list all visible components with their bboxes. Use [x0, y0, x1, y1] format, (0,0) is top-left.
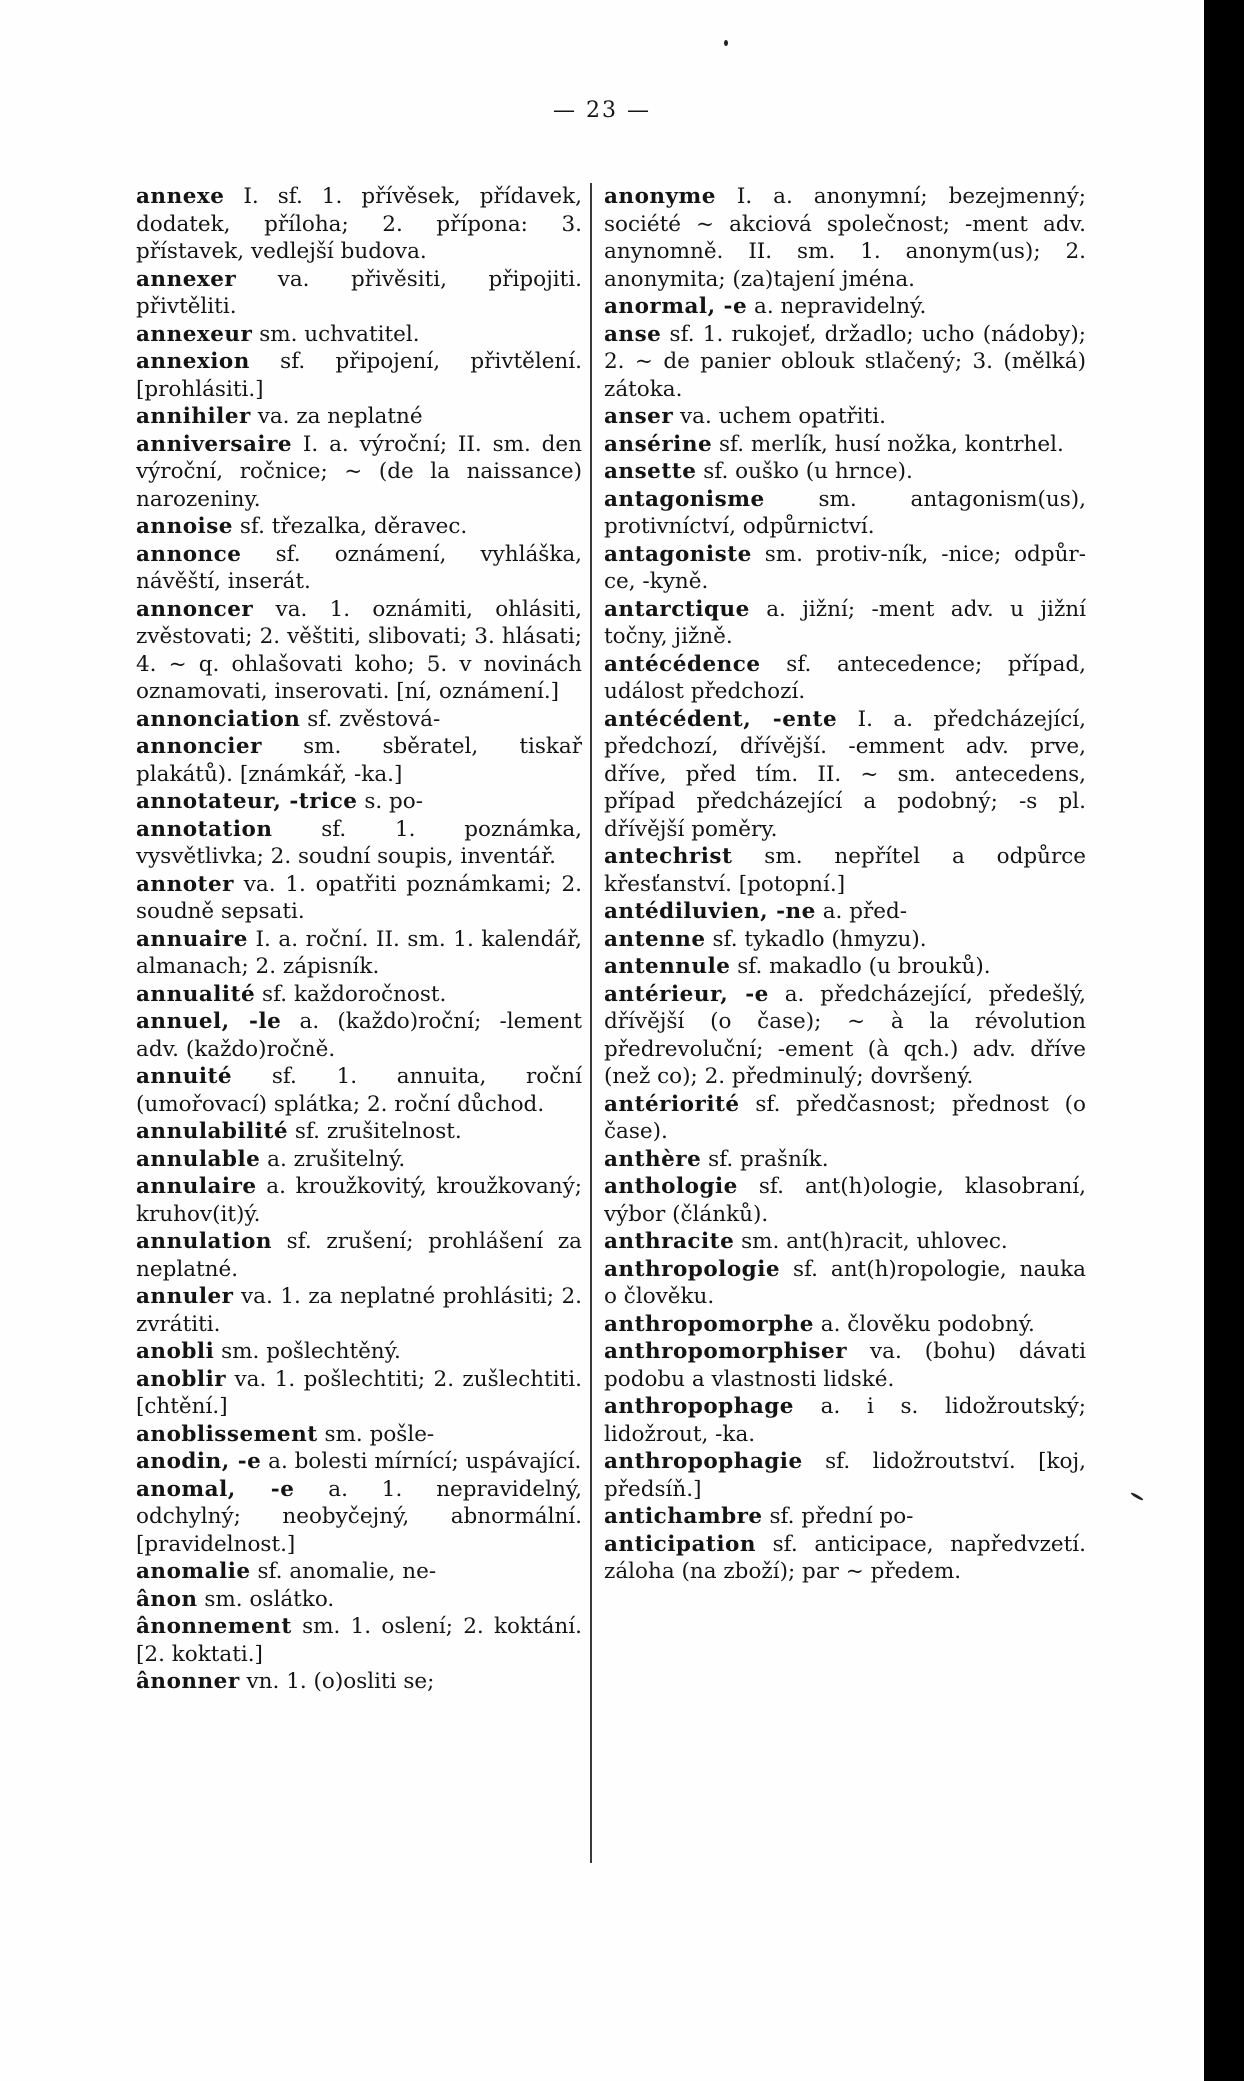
entry-definition: va. uchem opatřiti.: [680, 404, 887, 429]
entry-definition: a. zrušitelný.: [267, 1146, 406, 1172]
entry-definition: sm. pošlechtěný.: [221, 1339, 401, 1364]
entry-definition: sf. třezalka, děravec.: [239, 514, 468, 539]
entry-headword: antériorité: [604, 1091, 740, 1117]
entry-definition: sf. ant(h)ropologie, nauka o člověku.: [604, 1256, 1086, 1309]
entry-definition: sf. makadlo (u brouků).: [737, 954, 991, 979]
dictionary-entry: [136, 926, 582, 981]
dictionary-entry: [136, 266, 582, 321]
dictionary-entry: [604, 1503, 1086, 1531]
entry-headword: anthropophage: [604, 1394, 794, 1419]
entry-definition: va. (bohu) dávati podobu a vlastnosti lidské.: [604, 1339, 1086, 1392]
entry-headword: annulaire: [136, 1174, 257, 1199]
entry-definition: sm. protiv-ník, -nice; odpůr-ce, -kyně.: [604, 541, 1086, 594]
dictionary-entry: [604, 183, 1086, 293]
entry-headword: annexeur: [136, 321, 253, 347]
entry-headword: anonyme: [604, 184, 716, 209]
entry-headword: anticipation: [604, 1531, 756, 1557]
entry-headword: antenne: [604, 926, 706, 952]
entry-definition: va. 1. opatřiti poznámkami; 2. soudně sepsati.: [136, 871, 582, 924]
entry-definition: sf. přední po-: [769, 1504, 914, 1529]
entry-headword: anthère: [604, 1146, 702, 1172]
dictionary-entry: [604, 1531, 1086, 1586]
entry-definition: a. kroužkovitý, kroužkovaný; kruhov(it)ý.: [136, 1174, 582, 1227]
entry-headword: anoblissement: [136, 1421, 318, 1447]
entry-definition: a. předcházející, předešlý, dřívější (o čase); ~ à la révolution předrevoluční; -ement (à qch.) adv. dříve (než co); 2. předminulý; dovršený.: [604, 981, 1086, 1089]
entry-definition: sf. 1. poznámka, vysvětlivka; 2. soudní soupis, inventář.: [136, 816, 582, 869]
entry-headword: anse: [604, 321, 662, 347]
entry-headword: annoncier: [136, 734, 262, 759]
entry-headword: anthropologie: [604, 1256, 781, 1282]
entry-definition: sf. zrušitelnost.: [294, 1119, 462, 1144]
entry-definition: vn. 1. (o)osliti se;: [246, 1669, 435, 1694]
entry-definition: sm. uchvatitel.: [259, 321, 420, 347]
dictionary-entry: [136, 1421, 582, 1449]
entry-headword: anormal, -e: [604, 294, 748, 319]
dictionary-entry: [604, 1448, 1086, 1503]
dictionary-entry: [136, 816, 582, 871]
dictionary-entry: [136, 981, 582, 1009]
left-column: [136, 183, 582, 1696]
dictionary-entry: [604, 1146, 1086, 1174]
dictionary-entry: [136, 733, 582, 788]
dictionary-entry: [604, 1091, 1086, 1146]
entry-definition: a. nepravidelný.: [754, 294, 927, 319]
dictionary-entry: [136, 1366, 582, 1421]
entry-definition: sm. oslátko.: [204, 1586, 335, 1612]
dictionary-entry: [136, 706, 582, 734]
entry-definition: I. a. výroční; II. sm. den výroční, ročnice; ~ (de la naissance) narozeniny.: [136, 431, 582, 512]
entry-definition: sm. ant(h)racit, uhlovec.: [741, 1229, 1008, 1254]
entry-headword: annonciation: [136, 706, 301, 732]
dictionary-entry: [136, 1173, 582, 1228]
entry-headword: annonce: [136, 541, 242, 567]
dictionary-entry: [604, 403, 1086, 431]
entry-definition: sf. předčasnost; přednost (o čase).: [604, 1091, 1086, 1144]
dictionary-entry: [136, 403, 582, 431]
entry-headword: ânon: [136, 1586, 198, 1612]
dictionary-entry: [136, 596, 582, 706]
entry-headword: annuité: [136, 1064, 233, 1089]
entry-definition: sf. oznámení, vyhláška, návěští, inserát.: [136, 541, 582, 594]
entry-definition: sf. anomalie, ne-: [257, 1559, 437, 1584]
entry-headword: ânonnement: [136, 1614, 292, 1639]
entry-definition: va. 1. za neplatné prohlásiti; 2. zvrátiti.: [136, 1284, 582, 1337]
dictionary-entry: [604, 1311, 1086, 1339]
dictionary-entry: [604, 1338, 1086, 1393]
dictionary-entry: [604, 1228, 1086, 1256]
dictionary-entry: [604, 953, 1086, 981]
entry-definition: I. a. anonymní; bezejmenný; société ~ akciová společnost; -ment adv. anynomně. II. sm. 1. anonym(us); 2. anonymita; (za)tajení jména.: [604, 184, 1086, 292]
entry-definition: sf. 1. annuita, roční (umořovací) splátka; 2. roční důchod.: [136, 1064, 582, 1117]
dictionary-entry: [136, 1668, 582, 1696]
dictionary-entry: [604, 651, 1086, 706]
dictionary-entry: [136, 321, 582, 349]
entry-definition: va. přivěsiti, připojiti. přivtěliti.: [136, 266, 582, 319]
dictionary-entry: [604, 541, 1086, 596]
dictionary-entry: [136, 1008, 582, 1063]
entry-headword: annihiler: [136, 404, 251, 429]
dictionary-entry: [136, 1448, 582, 1476]
entry-definition: sf. lidožroutství. [koj, předsíň.]: [604, 1449, 1086, 1502]
dictionary-entry: [604, 486, 1086, 541]
entry-headword: antagonisme: [604, 486, 765, 512]
entry-definition: I. sf. 1. přívěsek, přídavek, dodatek, příloha; 2. přípona: 3. přístavek, vedlejší budova.: [136, 184, 582, 264]
entry-definition: I. a. roční. II. sm. 1. kalendář, almanach; 2. zápisník.: [136, 926, 582, 979]
entry-definition: a. jižní; -ment adv. u jižní točny, jižně.: [604, 596, 1086, 649]
entry-headword: anthropomorphiser: [604, 1339, 848, 1364]
entry-definition: a. 1. nepravidelný, odchylný; neobyčejný, abnormální. [pravidelnost.]: [136, 1476, 582, 1557]
dictionary-entry: [136, 1476, 582, 1559]
dictionary-entry: [136, 431, 582, 514]
entry-headword: anomal, -e: [136, 1476, 295, 1502]
dictionary-entry: [136, 1586, 582, 1614]
entry-headword: annexe: [136, 184, 225, 209]
entry-definition: I. a. předcházející, předchozí, dřívější. -emment adv. prve, dříve, před tím. II. ~ sm. antecedens, případ předcházející a podobný; -s pl. dřívější poměry.: [604, 706, 1086, 842]
entry-definition: sf. tykadlo (hmyzu).: [712, 926, 927, 952]
entry-headword: annulation: [136, 1229, 272, 1254]
dictionary-entry: [136, 1118, 582, 1146]
entry-definition: sm. antagonism(us), protivníctví, odpůrnictví.: [604, 486, 1086, 539]
entry-definition: sf. anticipace, napředvzetí. záloha (na zboží); par ~ předem.: [604, 1531, 1086, 1584]
entry-headword: antérieur, -e: [604, 981, 769, 1007]
entry-headword: antechrist: [604, 844, 733, 869]
entry-definition: s. po-: [364, 789, 424, 814]
entry-headword: antécédence: [604, 651, 761, 677]
entry-definition: sf. zrušení; prohlášení za neplatné.: [136, 1229, 582, 1282]
entry-headword: anthropophagie: [604, 1449, 803, 1474]
dictionary-entry: [604, 706, 1086, 844]
dictionary-entry: [136, 788, 582, 816]
entry-headword: annexion: [136, 349, 250, 374]
entry-definition: va. 1. oznámiti, ohlásiti, zvěstovati; 2. věštiti, slibovati; 3. hlásati; 4. ~ q. ohlašovati koho; 5. v novinách oznamovati, inserovati. [ní, oznámení.]: [136, 596, 582, 704]
entry-definition: va. 1. pošlechtiti; 2. zušlechtiti. [chtění.]: [136, 1366, 582, 1419]
entry-definition: sf. zvěstová-: [307, 706, 441, 732]
entry-headword: ansérine: [604, 431, 713, 457]
dust-speck: [724, 40, 728, 46]
entry-definition: a. i s. lidožroutský; lidožrout, -ka.: [604, 1394, 1086, 1447]
entry-headword: annotateur, -trice: [136, 789, 358, 814]
entry-definition: sf. 1. rukojeť, držadlo; ucho (nádoby); 2. ~ de panier oblouk stlačený; 3. (mělká) zátoka.: [604, 321, 1086, 402]
entry-definition: sf. prašník.: [708, 1146, 829, 1172]
entry-headword: ânonner: [136, 1669, 240, 1694]
entry-definition: sf. každoročnost.: [262, 981, 447, 1007]
entry-definition: va. za neplatné: [257, 404, 423, 429]
right-column: [604, 183, 1086, 1586]
dictionary-entry: [604, 981, 1086, 1091]
entry-definition: sf. ouško (u hrnce).: [703, 459, 913, 484]
entry-definition: sm. 1. oslení; 2. koktání. [2. koktati.]: [136, 1614, 582, 1667]
dictionary-entry: [604, 596, 1086, 651]
entry-headword: annuler: [136, 1284, 234, 1309]
entry-headword: antichambre: [604, 1504, 763, 1529]
entry-definition: sf. připojení, přivtělení. [prohlásiti.]: [136, 349, 582, 402]
entry-headword: anomalie: [136, 1559, 251, 1584]
column-divider: [590, 183, 592, 1863]
entry-definition: sm. sběratel, tiskař plakátů). [známkář, -ka.]: [136, 734, 582, 787]
entry-headword: annoncer: [136, 596, 254, 622]
entry-headword: anthracite: [604, 1229, 735, 1254]
dictionary-entry: [604, 293, 1086, 321]
dictionary-entry: [136, 1228, 582, 1283]
dictionary-entry: [136, 1613, 582, 1668]
dictionary-entry: [604, 1173, 1086, 1228]
entry-headword: annualité: [136, 981, 256, 1007]
entry-definition: sf. antecedence; případ, událost předchozí.: [604, 651, 1086, 704]
dictionary-entry: [604, 843, 1086, 898]
dictionary-entry: [136, 348, 582, 403]
entry-headword: anthropomorphe: [604, 1311, 814, 1337]
entry-headword: annotation: [136, 816, 273, 842]
entry-headword: annuel, -le: [136, 1009, 282, 1034]
dictionary-entry: [136, 513, 582, 541]
entry-definition: a. člověku podobný.: [820, 1311, 1035, 1337]
entry-headword: annexer: [136, 266, 237, 292]
dictionary-entry: [136, 1283, 582, 1338]
entry-headword: anthologie: [604, 1174, 738, 1199]
entry-definition: sm. pošle-: [324, 1421, 435, 1447]
entry-definition: a. bolesti mírnící; uspávající.: [268, 1449, 582, 1474]
entry-headword: annulable: [136, 1146, 261, 1172]
dictionary-entry: [604, 898, 1086, 926]
entry-headword: anniversaire: [136, 431, 293, 457]
entry-headword: anser: [604, 404, 674, 429]
entry-headword: annoise: [136, 514, 233, 539]
entry-headword: annuaire: [136, 926, 248, 952]
entry-headword: anobli: [136, 1339, 215, 1364]
entry-headword: anodin, -e: [136, 1449, 262, 1474]
entry-headword: annulabilité: [136, 1119, 289, 1144]
entry-definition: a. před-: [822, 899, 907, 924]
dictionary-entry: [136, 871, 582, 926]
entry-headword: ansette: [604, 459, 697, 484]
page-number: — 23 —: [553, 98, 651, 123]
entry-definition: sf. ant(h)ologie, klasobraní, výbor (článků).: [604, 1174, 1086, 1227]
entry-headword: antédiluvien, -ne: [604, 899, 816, 924]
dictionary-entry: [136, 1146, 582, 1174]
dictionary-entry: [604, 1393, 1086, 1448]
entry-headword: antarctique: [604, 596, 750, 622]
dictionary-entry: [604, 458, 1086, 486]
entry-headword: annoter: [136, 871, 234, 897]
dictionary-entry: [604, 321, 1086, 404]
entry-headword: anoblir: [136, 1366, 227, 1392]
entry-definition: sf. merlík, husí nožka, kontrhel.: [719, 431, 1064, 457]
entry-headword: antagoniste: [604, 541, 752, 567]
dictionary-entry: [136, 1063, 582, 1118]
entry-definition: a. (každo)roční; -lement adv. (každo)ročně.: [136, 1009, 582, 1062]
dictionary-entry: [136, 1558, 582, 1586]
dictionary-entry: [604, 1256, 1086, 1311]
dictionary-entry: [604, 926, 1086, 954]
dictionary-entry: [136, 541, 582, 596]
entry-definition: sm. nepřítel a odpůrce křesťanství. [potopní.]: [604, 844, 1086, 897]
dictionary-entry: [136, 1338, 582, 1366]
dust-speck: [1130, 1492, 1144, 1502]
entry-headword: antécédent, -ente: [604, 706, 838, 732]
dictionary-entry: [604, 431, 1086, 459]
dictionary-entry: [136, 183, 582, 266]
entry-headword: antennule: [604, 954, 731, 979]
